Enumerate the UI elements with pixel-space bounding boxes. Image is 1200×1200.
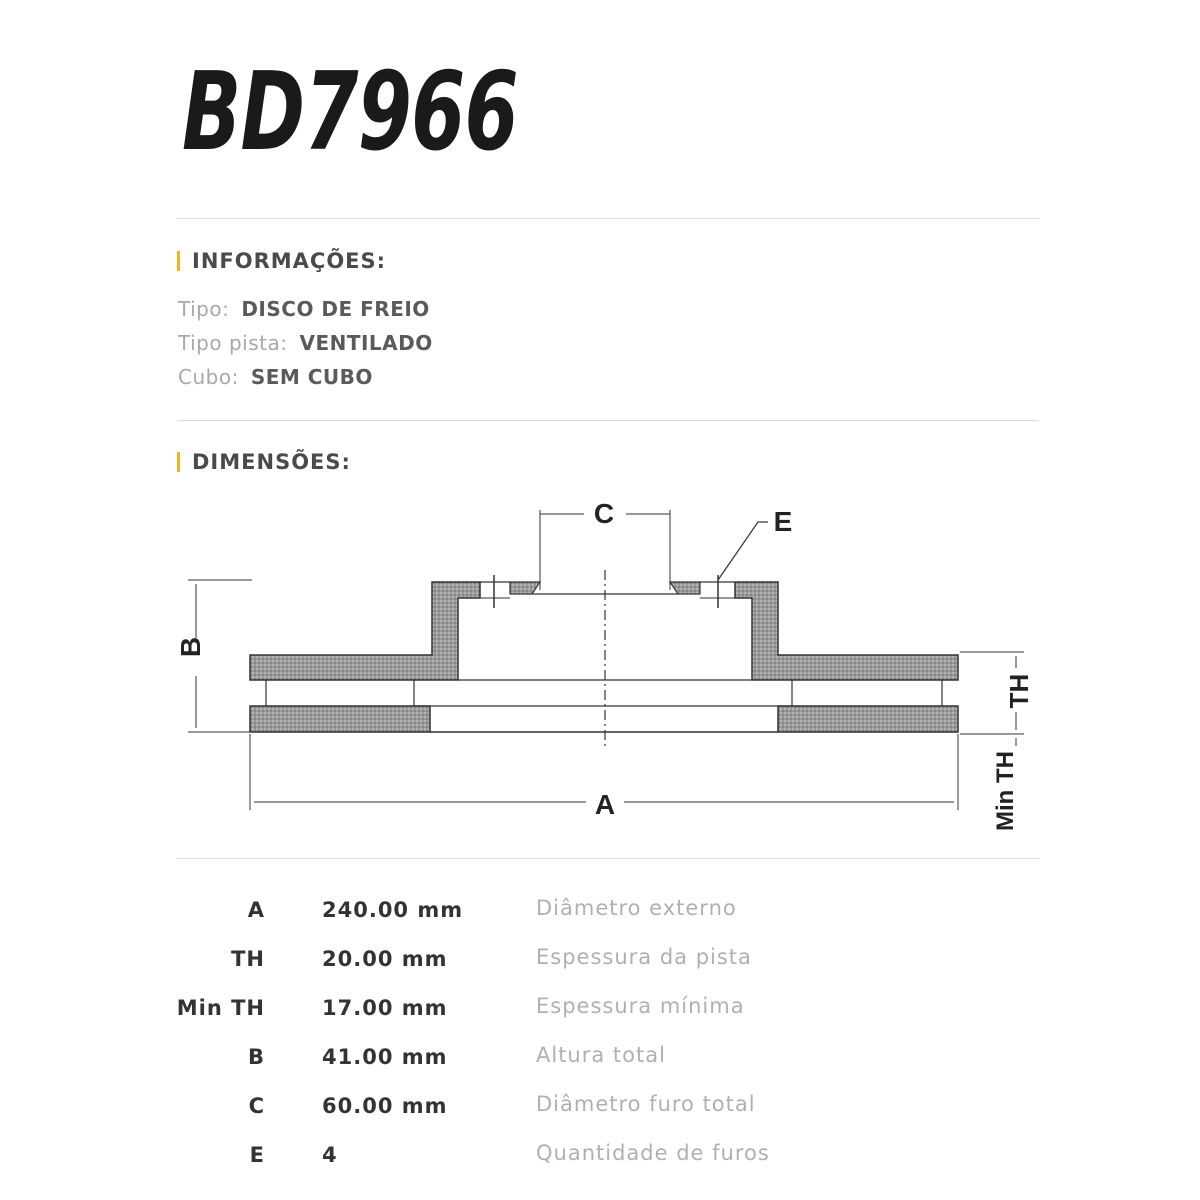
lower-ring-left (250, 706, 430, 732)
spec-value: 17.00 mm (322, 996, 448, 1020)
spec-code: E (249, 1143, 265, 1167)
spec-row (180, 1037, 880, 1086)
spec-code: C (248, 1094, 265, 1118)
info-value: SEM CUBO (250, 365, 373, 389)
info-row-tipo-pista (178, 329, 433, 357)
spec-value: 4 (322, 1143, 338, 1167)
spec-code: TH (231, 947, 265, 971)
info-value: VENTILADO (299, 331, 433, 355)
accent-bar (177, 251, 180, 271)
spec-row (176, 988, 880, 1037)
brake-disc-diagram (0, 480, 1200, 850)
divider (177, 420, 1039, 421)
label-min-th: Min TH (992, 751, 1019, 831)
spec-value: 240.00 mm (322, 898, 464, 922)
spec-code: B (247, 1045, 265, 1069)
info-row-cubo (178, 363, 373, 391)
spec-description: Espessura mínima (536, 994, 745, 1018)
hat-top-left (510, 582, 540, 594)
info-label: Cubo: (178, 365, 239, 389)
info-label: Tipo: (178, 297, 230, 321)
spec-code: Min TH (176, 996, 265, 1020)
label-b: B (175, 636, 206, 658)
info-section-heading (177, 247, 386, 275)
spec-row (180, 1086, 880, 1135)
info-value: DISCO DE FREIO (241, 297, 430, 321)
hat-top-right (670, 582, 700, 594)
info-heading-text: INFORMAÇÕES: (192, 249, 387, 273)
spec-value: 41.00 mm (322, 1045, 448, 1069)
disc-section-left (250, 582, 480, 680)
spec-value: 60.00 mm (322, 1094, 448, 1118)
spec-description: Quantidade de furos (536, 1141, 770, 1165)
disc-section-right (735, 582, 958, 680)
dimensions-section-heading (177, 448, 351, 476)
info-label: Tipo pista: (178, 331, 288, 355)
product-code-title: BD7966 (182, 50, 518, 175)
spec-description: Altura total (536, 1043, 666, 1067)
specs-table (176, 890, 880, 1184)
spec-description: Diâmetro furo total (536, 1092, 756, 1116)
info-row-tipo (178, 295, 430, 323)
spec-row (180, 890, 880, 939)
spec-row (180, 939, 880, 988)
spec-description: Espessura da pista (536, 945, 752, 969)
spec-code: A (247, 898, 265, 922)
divider (177, 218, 1039, 219)
label-c: C (593, 498, 615, 529)
divider (177, 858, 1039, 859)
label-th: TH (1004, 673, 1034, 709)
lower-ring-right (778, 706, 958, 732)
label-e: E (773, 506, 793, 537)
spec-value: 20.00 mm (322, 947, 448, 971)
label-a: A (594, 789, 616, 820)
dimensions-heading-text: DIMENSÕES: (192, 450, 351, 474)
accent-bar (177, 452, 180, 472)
spec-row (180, 1135, 880, 1184)
spec-description: Diâmetro externo (536, 896, 737, 920)
